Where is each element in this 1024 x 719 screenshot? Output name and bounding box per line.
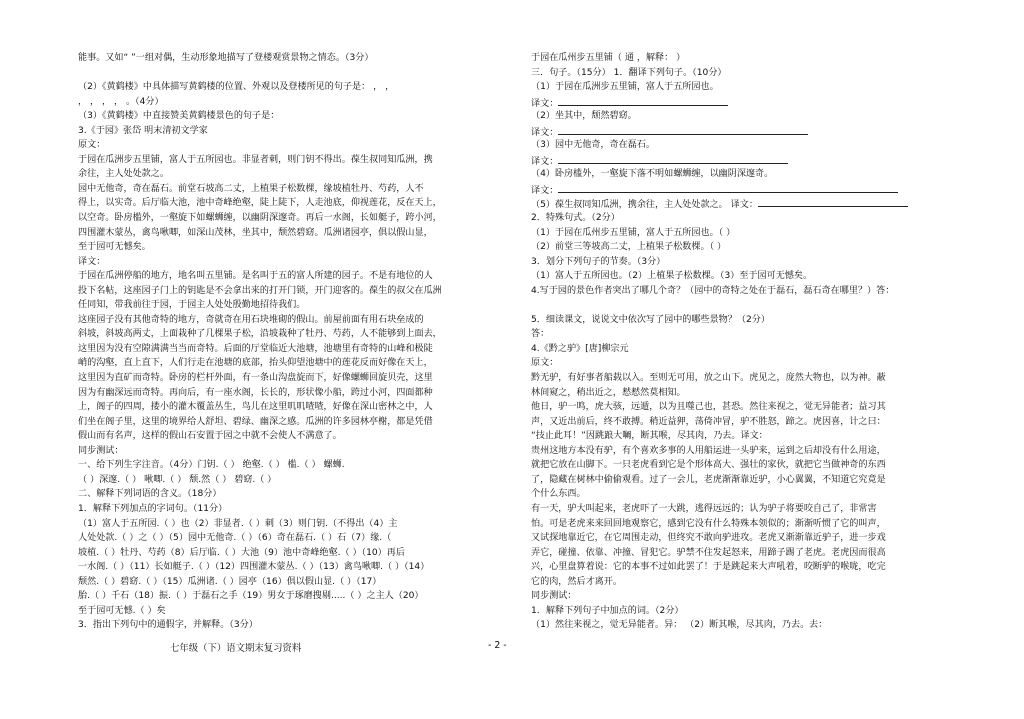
- left-text-line: 一、给下列生字注音。（4分）门钥.（ ） 绝壑.（ ） 槛.（ ） 螺蛳.: [78, 460, 345, 471]
- left-text-line: （1）富人于五所园.（ ）也（2）非显者.（ ）刺（3）则门钥.（不得出（4）主: [78, 518, 398, 529]
- answer-blank: [758, 196, 908, 207]
- right-text-line: （1）富人于五所园也。（2）上植果子松数棵。（3）至于园可无憾矣。: [531, 271, 813, 282]
- left-text-line: 任同知，带我前往于园，于园主人处处殷勤地招待我们。: [78, 300, 306, 311]
- right-text-line: 译文：: [531, 124, 921, 139]
- right-text-line: （1）于园在瓜洲步五里铺，富人于五所园也。: [531, 82, 719, 93]
- right-text-line: 4.《黔之驴》[唐]柳宗元: [531, 343, 629, 354]
- answer-blank: [558, 95, 728, 106]
- right-text-line: 就把它放在山脚下。一只老虎看到它是个形体高大、强壮的家伙，就把它当做神奇的东西: [531, 460, 886, 471]
- left-text-line: ， ， ， ， 。（4分）: [78, 96, 164, 107]
- left-text-line: 至于园可无憾.（ ）矣: [78, 605, 166, 616]
- left-column: [78, 51, 471, 633]
- right-text-line: 弄它，碰撞、依靠、冲撞、冒犯它。驴禁不住发起怒来，用蹄子踢了老虎。老虎因而很高: [531, 547, 886, 558]
- right-text-line: 答：: [531, 329, 550, 340]
- left-text-line: 坡植.（ ）牡丹、芍药（8）后厅临.（ ）大池（9）池中奇峰绝壑.（ ）（10）再后: [78, 547, 405, 558]
- left-text-line: 至于园可无憾矣。: [78, 242, 151, 253]
- left-text-line: 得上，以实奇。后厅临大池，池中奇峰绝壑，陡上陡下，人走池底，仰视莲花，反在天上，: [78, 198, 442, 209]
- left-text-line: 们坐在阁子里，这里的境界给人舒坦、碧绿、幽深之感。瓜洲的许多园林亭榭，都是凭借: [78, 416, 433, 427]
- right-text-line: 2．特殊句式。（2分）: [531, 213, 620, 224]
- left-text-line: （3）《黄鹤楼》中直接赞美黄鹤楼景色的句子是：: [78, 111, 280, 122]
- right-text-line: 又试探地靠近它，在它周围走动，但终究不敢向驴进攻。老虎又渐渐靠近驴子，进一步戏: [531, 533, 886, 544]
- right-text-line: 林间窥之，稍出近之，慭慭然莫相知。: [531, 387, 686, 398]
- left-text-line: 这座园子没有其他奇特的地方，奇就奇在用石块堆砌的假山。前屋前面有用石块垒成的: [78, 314, 424, 325]
- right-text-line: 3．划分下列句子的节奏。（3分）: [531, 256, 666, 267]
- left-text-line: 上，阁子的四周，搂小的灌木覆盖丛生，鸟儿在这里叽叽喳喳，好像在深山密林之中，人: [78, 402, 433, 413]
- left-text-line: 译文：: [78, 256, 106, 267]
- right-text-line: 原文：: [531, 358, 559, 369]
- left-text-line: 峭的沟壑，直上直下，人们行走在池塘的底部，抬头仰望池塘中的莲花反而好像在天上，: [78, 358, 433, 369]
- left-text-line: 胎.（ ）千石（18）振.（ ）于磊石之手（19）男女于琢磨搜剔.....（ ）之主人（20）: [78, 591, 424, 602]
- right-text-line: 个什么东西。: [531, 489, 586, 500]
- left-text-line: 投下名帖，这座园子门上的钥匙是不会拿出来的打开门锁，开门迎客的。葆生的叔父在瓜洲: [78, 285, 442, 296]
- right-column: [531, 51, 921, 633]
- left-text-line: 一水阁.（ ）（11）长如艇子.（ ）（12）四围灌木蒙丛.（ ）（13）禽鸟啾唧.（ ）（14）: [78, 562, 430, 573]
- right-text-line: 黔无驴，有好事者船载以入。至则无可用，放之山下。虎见之，庞然大物也，以为神。蔽: [531, 373, 886, 384]
- answer-blank: [558, 182, 898, 193]
- footer-title: 七年级（下）语文期末复习资料: [170, 643, 302, 654]
- right-text-line: 4.写于园的景色作者突出了哪几个奇？（园中的奇特之处在于磊石，磊石奇在哪里？）答：: [531, 285, 895, 296]
- right-text-line: “技止此耳！”因跳踉大㘎，断其喉，尽其肉，乃去。译文：: [531, 431, 768, 442]
- left-text-line: 颓然.（ ）碧窈.（ ）（15）瓜洲诸.（ ）园亭（16）俱以假山显.（ ）（17）: [78, 576, 382, 587]
- right-text-line: （1）然往来视之，觉无异能者。异： （2）断其喉，尽其肉，乃去。去：: [531, 620, 828, 631]
- right-text-line: [531, 298, 921, 313]
- left-text-line: 同步测试：: [78, 445, 124, 456]
- right-text-line: （2）坐其中，颓然碧窈。: [531, 111, 637, 122]
- right-text-line: 三．句子。（15分） 1．翻译下列句子。（10分）: [531, 67, 727, 78]
- answer-blank: [558, 153, 788, 164]
- answer-blank: [558, 124, 808, 135]
- right-text-line: （5）葆生叔同知瓜洲，携余往，主人处处款之。 译文：: [531, 196, 921, 211]
- right-text-line: （4）卧房槛外，一壑旋下落不明如螺蛳缠，以幽阴深邃奇。: [531, 169, 774, 180]
- right-text-line: 它的肉，然后才离开。: [531, 576, 622, 587]
- left-text-line: 于园在瓜洲步五里铺，富人于五所园也。非显者刺，则门钥不得出。葆生叔同知瓜洲，携: [78, 154, 433, 165]
- right-text-line: 声，又近出前后，终不敢搏。稍近益狎，荡倚冲冒，驴不胜怒，蹄之。虎因喜，计之曰：: [531, 416, 886, 427]
- left-text-line: 能事。又如“ ”一组对偶，生动形象地描写了登楼观赏景物之情态。（3分）: [78, 53, 374, 63]
- left-text-line: 二、解释下列词语的含义。（18分）: [78, 489, 222, 500]
- right-text-line: 5．细读课文，说说文中依次写了园中的哪些景物？（2分）: [531, 314, 770, 325]
- left-text-line: 假山而有名声，这样的假山石安置于园之中就不会使人不满意了。: [78, 431, 342, 442]
- right-text-line: （1）于园在瓜州步五里铺，富人于五所园也。（ ）: [531, 227, 736, 238]
- right-text-line: 1．解释下列句子中加点的词。（2分）: [531, 605, 684, 616]
- left-text-line: 因为有幽深远而奇特。再向后，有一座水阁，长长的，形状像小船，跨过小河，四面都种: [78, 387, 433, 398]
- right-text-line: 贵州这地方本没有驴，有个喜欢多事的人用船运进一头驴来，运到之后却没有什么用途，: [531, 445, 886, 456]
- left-text-line: 原文：: [78, 140, 106, 151]
- right-text-line: 译文：: [531, 95, 921, 110]
- right-text-line: 怕。可是老虎来来回回地观察它，感到它没有什么特殊本领似的；渐渐听惯了它的叫声，: [531, 518, 886, 529]
- right-text-line: 兴，心里盘算着说：它的本事不过如此罢了！于是跳起来大声吼着，咬断驴的喉咙，吃完: [531, 562, 886, 573]
- left-text-line: 园中无他奇，奇在磊石。前堂石坡高二丈，上植果子松数棵，缘坡植牡丹、芍药，人不: [78, 183, 424, 194]
- left-text-line: 人处处款.（ ）之（ ）（5）园中无他奇.（ ）（6）奇在磊石.（ ）石（7）缘.（: [78, 533, 392, 544]
- left-text-line: 以空奇。卧房槛外，一壑旋下如螺蛳缠，以幽阴深邃奇。再后一水阁，长如艇子，跨小河，: [78, 213, 442, 224]
- left-text-line: 3.《于园》张岱 明末清初文学家: [78, 125, 208, 136]
- left-text-line: 四围灌木蒙丛，禽鸟啾唧，如深山茂林，坐其中，颓然碧窈。瓜洲诸园亭，俱以假山显，: [78, 227, 433, 238]
- right-text-line: 了，隐藏在树林中偷偷观看。过了一会儿，老虎渐渐靠近驴，小心翼翼，不知道它究竟是: [531, 474, 886, 485]
- left-text-line: 1．解释下列加点的字词句。（11分）: [78, 503, 228, 514]
- right-text-line: 译文：: [531, 153, 921, 168]
- right-text-line: 于园在瓜州步五里铺（ 通 ，解释： ）: [531, 53, 686, 63]
- right-text-line: 同步测试：: [531, 591, 577, 602]
- right-text-line: 有一天，驴大叫起来，老虎吓了一大跳，逃得远远的；认为驴子将要咬自己了，非常害: [531, 503, 877, 514]
- right-text-line: 译文：: [531, 182, 921, 197]
- left-text-line: （ ）深邃.（ ） 啾唧.（ ） 颓.然（ ） 碧窈.（ ）: [78, 474, 277, 485]
- left-text-line: 这里因为没有空隙满满当当而奇特。后面的厅堂临近大池塘，池塘里有奇特的山峰和极陡: [78, 343, 433, 354]
- right-text-line: （2）前堂三等坡高二丈，上植果子松数棵。（ ）: [531, 242, 727, 253]
- left-text-line: （2）《黄鹤楼》中具体描写黄鹤楼的位置、外观以及登楼所见的句子是： ， ，: [78, 82, 395, 93]
- left-text-line: 斜坡，斜坡高两丈，上面栽种了几棵果子松，沿坡栽种了牡丹、芍药，人不能够到上面去，: [78, 329, 442, 340]
- left-text-line: 于园在瓜洲停船的地方，地名叫五里铺。是名叫于五的富人所建的园子。不是有地位的人: [78, 271, 433, 282]
- right-text-line: 他日，驴一鸣，虎大骇，远遁，以为且噬己也，甚恐。然往来视之，觉无异能者；益习其: [531, 402, 886, 413]
- left-text-line: 余往，主人处处款之。: [78, 169, 169, 180]
- left-text-line: [78, 66, 471, 81]
- left-text-line: 这里因为直矿而奇特。卧房的栏杆外面，有一条山沟盘旋而下，好像螺蛳回旋贝壳，这里: [78, 373, 433, 384]
- right-text-line: （3）园中无他奇，奇在磊石。: [531, 140, 656, 151]
- left-text-line: 3．指出下列句中的通假字，并解释。（3分）: [78, 620, 258, 631]
- page-number: - 2 -: [488, 640, 507, 651]
